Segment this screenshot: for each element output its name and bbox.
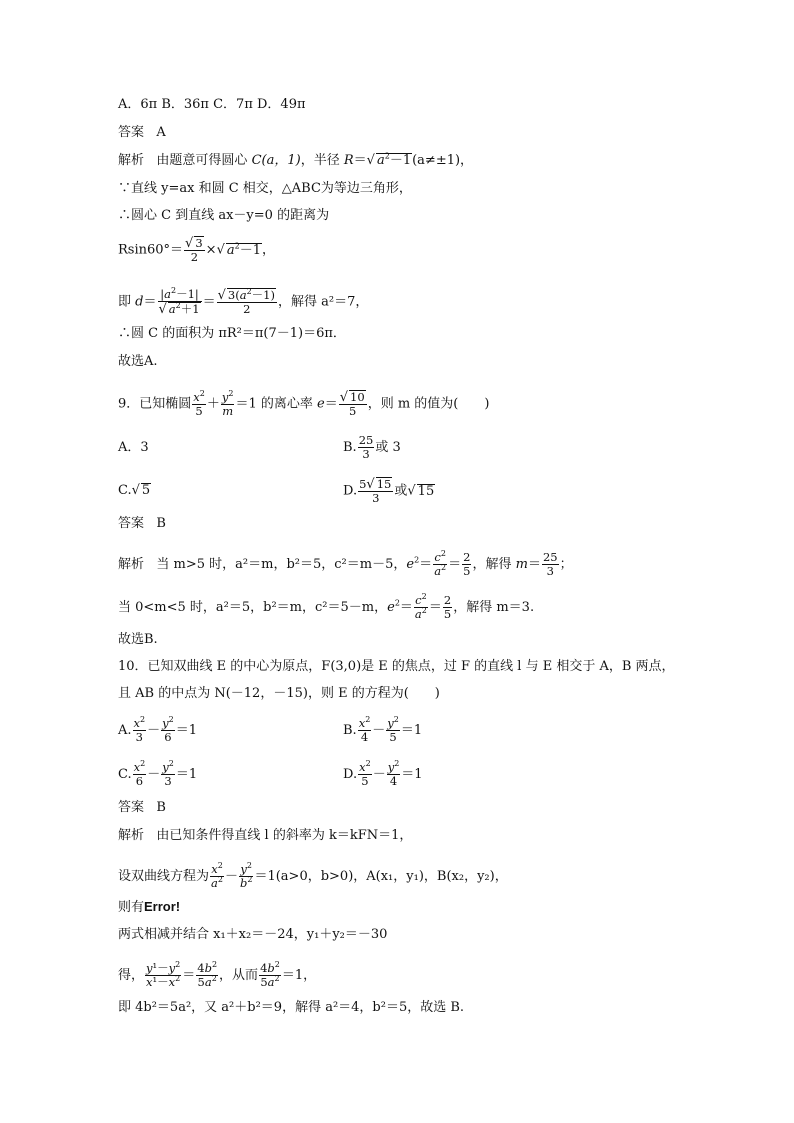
q8-conclusion: 故选A. (118, 354, 158, 369)
q10-option-c: C. $\frac{x^2}{6}$ － $\frac{y^2}{3}$ ＝1 (118, 759, 198, 788)
q9-option-b: B. $\frac{25}{3}$ 或 3 (343, 433, 401, 461)
q10-analysis-line-5: 得， $\frac{y^1-y^2}{x^1-x^2}$ ＝ $\frac{4b^2}{5a^2}$ ，从而 $\frac{4b^2}{5a^2}$ ＝1， (118, 960, 317, 989)
q8-analysis-line-5: 即 d＝ $\frac{|a^2-1|}{√ a^2+1}$ ＝ $\frac{√ 3(a^2-1)}{2}$ ，解得 a²＝7， (118, 286, 369, 317)
q10-analysis-line-3: 则有Error! (118, 899, 181, 915)
q9-analysis-case-1: 解析 当 m>5 时，a²＝m，b²＝5，c²＝m－5，$e^2=$ $\frac{c^2}{a^2}$ ＝ $\frac{2}{5}$ ，解得 m＝ $\frac{25}{3}$ ； (118, 549, 573, 578)
q8-analysis-line-3: ∴圆心 C 到直线 ax－y=0 的距离为 (118, 208, 330, 223)
error-text: Error! (144, 899, 181, 914)
q10-answer-row (118, 800, 166, 816)
answer-value: B (156, 800, 166, 815)
q10-option-a: A. $\frac{x^2}{3}$ － $\frac{y^2}{6}$ ＝1 (118, 715, 198, 744)
q8-options: A．6π B．36π C．7π D．49π (118, 97, 306, 112)
answer-label: 答案 (118, 516, 145, 531)
q9-answer-row (118, 516, 166, 532)
analysis-label: 解析 (118, 828, 145, 843)
q9-stem: 9．已知椭圆 $\frac{x^2}{5}$ ＋ $\frac{y^2}{m}$ ＝1 的离心率 e＝ $\frac{√ 10}{5}$ ，则 m 的值为( ) (118, 388, 490, 418)
q10-analysis-line-2: 设双曲线方程为 $\frac{x^2}{a^2}$ － $\frac{y^2}{b^2}$ ＝1(a>0，b>0)，A(x₁，y₁)，B(x₂，y₂)， (118, 861, 508, 890)
q10-analysis-line-4: 两式相减并结合 x₁＋x₂＝－24，y₁＋y₂＝－30 (118, 927, 388, 942)
q8-answer-row (118, 125, 166, 141)
q10-stem-line-2: 且 AB 的中点为 N(－12，－15)，则 E 的方程为( ) (118, 686, 440, 701)
q10-analysis-line-1: 解析 由已知条件得直线 l 的斜率为 k＝kFN＝1， (118, 828, 413, 843)
analysis-label: 解析 (118, 153, 145, 168)
q8-analysis-line-6: ∴圆 C 的面积为 πR²＝π(7－1)＝6π． (118, 326, 346, 341)
answer-value: B (156, 516, 166, 531)
q9-option-d: D. $\frac{5√ 15}{3}$ 或√ 15 (343, 477, 435, 505)
answer-label: 答案 (118, 125, 145, 140)
analysis-label: 解析 (118, 557, 145, 572)
q10-stem-line-1: 10．已知双曲线 E 的中心为原点，F(3,0)是 E 的焦点，过 F 的直线 l 与 E 相交于 A，B 两点， (118, 659, 675, 674)
q8-analysis-line-1: 解析 由题意可得圆心 C(a，1)，半径 R＝√ $a^2-1(a\ne\pm 1)$， (118, 151, 474, 168)
q10-option-b: B. $\frac{x^2}{4}$ － $\frac{y^2}{5}$ ＝1 (343, 715, 423, 744)
q9-conclusion: 故选B. (118, 632, 158, 647)
q9-option-c: C.√ 5 (118, 483, 151, 498)
q10-analysis-line-6: 即 4b²＝5a²，又 a²＋b²＝9，解得 a²＝4，b²＝5，故选 B. (118, 1000, 465, 1015)
answer-value: A (156, 125, 166, 140)
q9-analysis-case-2: 当 0<m<5 时，a²＝5，b²＝m，c²＝5－m，$e^2=$ $\frac{c^2}{a^2}$ ＝ $\frac{2}{5}$ ，解得 m＝3. (118, 592, 535, 621)
q8-analysis-line-2: ∵直线 y=ax 和圆 C 相交，△ABC为等边三角形， (118, 181, 412, 196)
q10-option-d: D. $\frac{x^2}{5}$ － $\frac{y^2}{4}$ ＝1 (343, 759, 423, 788)
q9-option-a: A．3 (118, 440, 149, 455)
answer-label: 答案 (118, 800, 145, 815)
q8-analysis-line-4: Rsin60°＝ $\frac{√ 3}{2}$ ×√ $a^2-1$， (118, 236, 276, 264)
